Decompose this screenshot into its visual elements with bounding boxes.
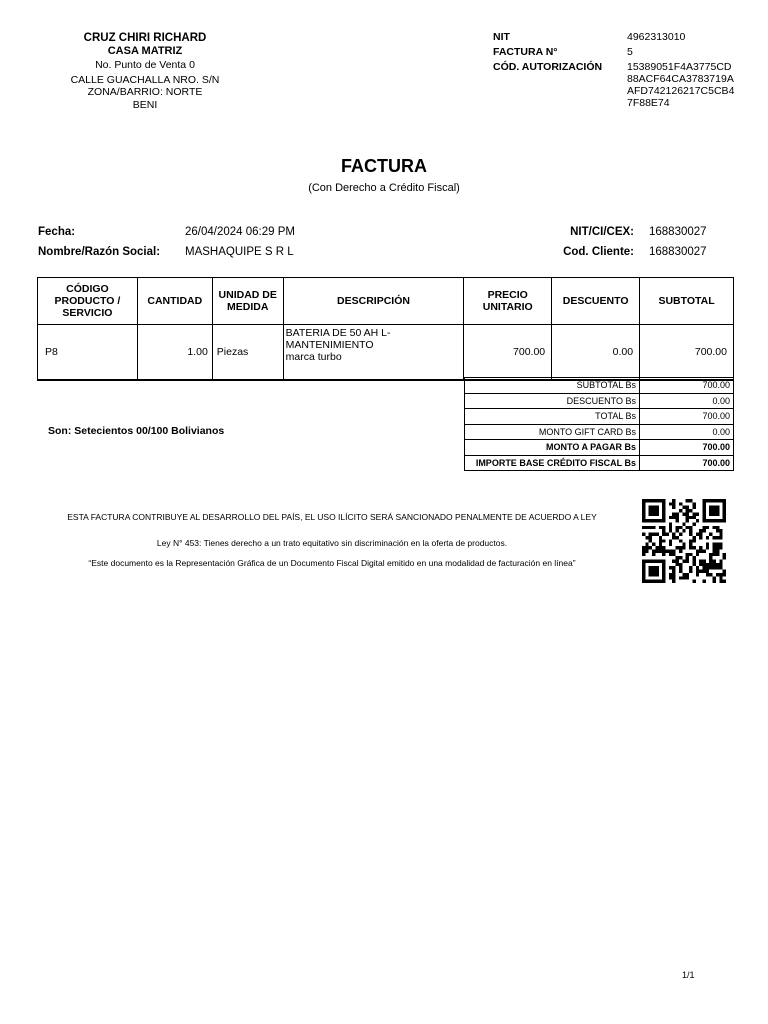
discount-value: 0.00 (640, 393, 734, 409)
auth-code-value: 15389051F4A3775CD88ACF64CA3783719AAFD742126217C5CB47F88E74 (627, 61, 735, 109)
totals-row (465, 424, 734, 440)
col-header-description: DESCRIPCIÓN (283, 278, 464, 325)
gift-card-value: 0.00 (640, 424, 734, 440)
description-line-1: BATERIA DE 50 AH L- (285, 327, 391, 339)
client-code-label: Cod. Cliente: (563, 246, 634, 258)
totals-row (465, 378, 734, 394)
totals-row (465, 393, 734, 409)
gift-card-label: MONTO GIFT CARD Bs (465, 424, 640, 440)
nit-ci-label: NIT/CI/CEX: (570, 226, 634, 238)
col-header-price: PRECIO UNITARIO (464, 278, 552, 325)
issuer-zone: ZONA/BARRIO: NORTE (87, 86, 203, 98)
document-title: FACTURA (341, 156, 427, 176)
nit-ci-value: 168830027 (649, 226, 707, 238)
issuer-branch: CASA MATRIZ (107, 44, 183, 57)
amount-in-words: Son: Setecientos 00/100 Bolivianos (48, 425, 225, 437)
cell-description (283, 325, 464, 381)
nit-label: NIT (493, 31, 510, 43)
col-header-subtotal: SUBTOTAL (640, 278, 734, 325)
date-value: 26/04/2024 06:29 PM (185, 226, 295, 238)
date-label: Fecha: (38, 226, 76, 238)
total-label: TOTAL Bs (465, 409, 640, 425)
cell-discount: 0.00 (552, 325, 640, 381)
cell-subtotal: 700.00 (640, 325, 734, 381)
total-value: 700.00 (640, 409, 734, 425)
client-code-value: 168830027 (649, 246, 707, 258)
customer-info-right (520, 222, 707, 262)
issuer-point-of-sale: No. Punto de Venta 0 (95, 59, 195, 71)
totals-table (464, 377, 734, 471)
issuer-city: BENI (132, 98, 158, 111)
customer-name-value: MASHAQUIPE S R L (185, 246, 294, 258)
issuer-block (50, 32, 240, 111)
auth-code-label: CÓD. AUTORIZACIÓN (493, 61, 603, 73)
invoice-number-label: FACTURA N° (493, 46, 558, 58)
invoice-number-value: 5 (627, 46, 633, 58)
table-header-row (38, 278, 734, 325)
col-header-qty: CANTIDAD (137, 278, 212, 325)
cell-code: P8 (38, 325, 138, 381)
tax-base-value: 700.00 (640, 455, 734, 471)
customer-name-label: Nombre/Razón Social: (38, 246, 161, 258)
qr-code (642, 499, 726, 583)
document-subtitle: (Con Derecho a Crédito Fiscal) (308, 182, 460, 194)
nit-value: 4962313010 (627, 31, 686, 43)
invoice-meta (493, 31, 737, 109)
legal-notice: ESTA FACTURA CONTRIBUYE AL DESARROLLO DEL PAÍS, EL USO ILÍCITO SERÁ SANCIONADO PENALMENTE DE ACUERDO A LEY (67, 512, 597, 522)
customer-info-left (38, 222, 295, 262)
subtotal-label: SUBTOTAL Bs (465, 378, 640, 394)
amount-due-value: 700.00 (640, 440, 734, 456)
description-line-2: MANTENIMIENTO (285, 339, 374, 351)
subtotal-value: 700.00 (640, 378, 734, 394)
page-number: 1/1 (682, 970, 695, 980)
issuer-name: CRUZ CHIRI RICHARD (83, 32, 207, 44)
table-row (38, 325, 734, 381)
totals-row (465, 455, 734, 471)
discount-label: DESCUENTO Bs (465, 393, 640, 409)
issuer-address: CALLE GUACHALLA NRO. S/N (70, 73, 220, 86)
digital-document-notice: “Este documento es la Representación Gráfica de un Documento Fiscal Digital emitido en una modalidad de facturación en línea” (88, 558, 576, 568)
description-line-3: marca turbo (285, 351, 342, 363)
col-header-code: CÓDIGO PRODUCTO / SERVICIO (38, 278, 138, 325)
col-header-discount: DESCUENTO (552, 278, 640, 325)
col-header-unit: UNIDAD DE MEDIDA (212, 278, 283, 325)
tax-base-label: IMPORTE BASE CRÉDITO FISCAL Bs (465, 455, 640, 471)
totals-row (465, 409, 734, 425)
amount-due-label: MONTO A PAGAR Bs (465, 440, 640, 456)
cell-price: 700.00 (464, 325, 552, 381)
law-453-notice: Ley N° 453: Tienes derecho a un trato equitativo sin discriminación en la oferta de productos. (156, 538, 508, 548)
cell-qty: 1.00 (137, 325, 212, 381)
totals-row (465, 440, 734, 456)
items-table (37, 277, 734, 381)
cell-unit: Piezas (212, 325, 283, 381)
